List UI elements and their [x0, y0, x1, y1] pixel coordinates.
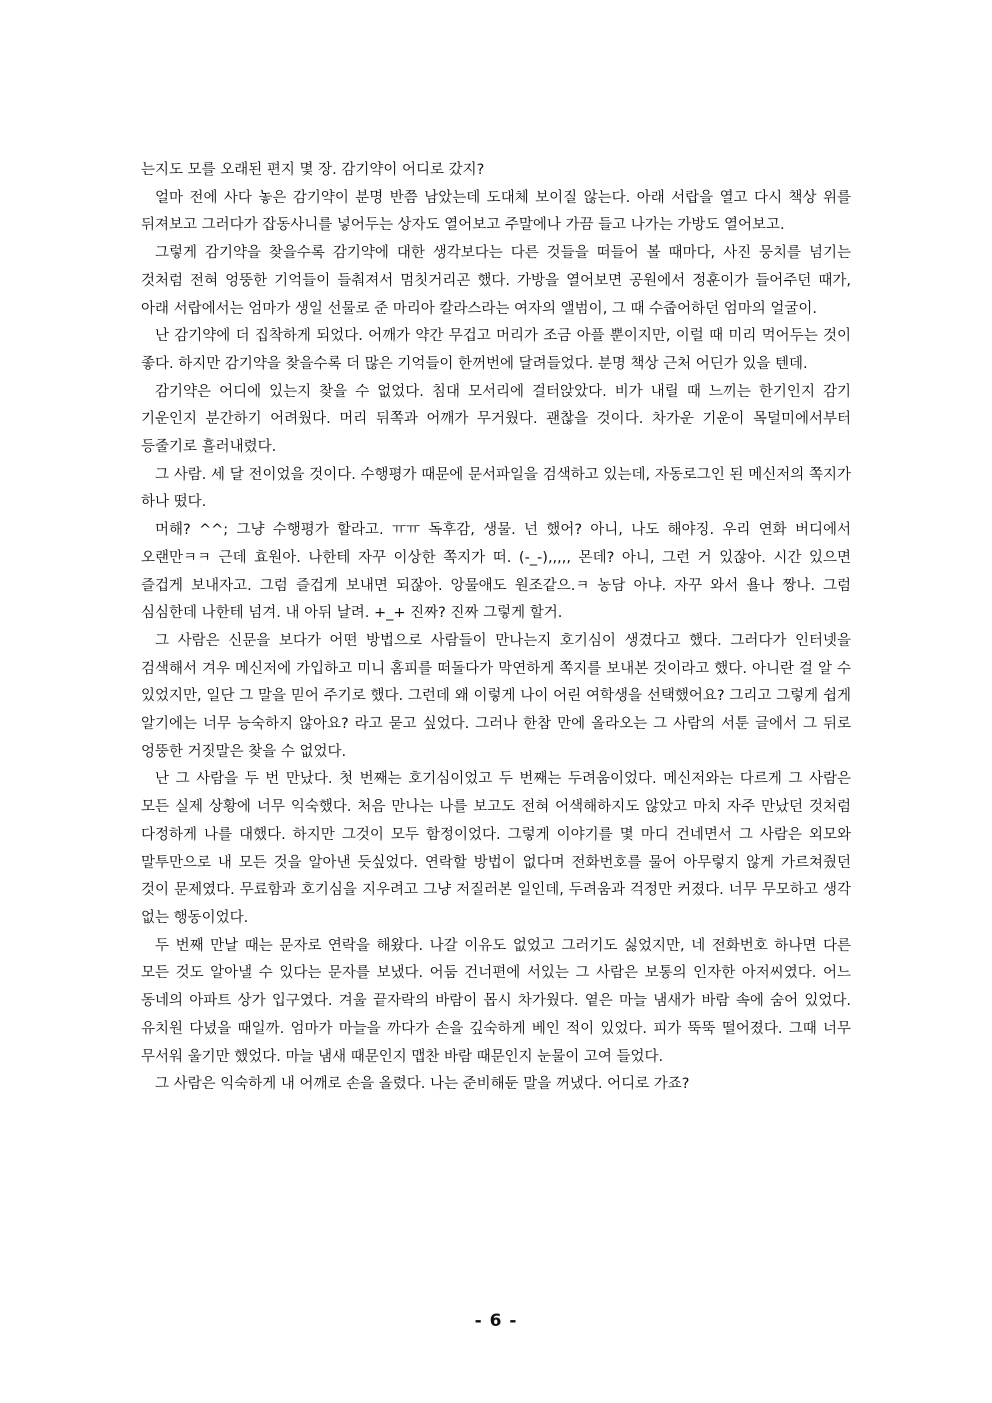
page-number: - 6 -: [474, 1311, 518, 1331]
paragraph-3: 그렇게 감기약을 찾을수록 감기약에 대한 생각보다는 다른 것들을 떠들어 볼 때마다, 사진 뭉치를 넘기는 것처럼 전혀 엉뚱한 기억들이 들춰져서 멈칫거리곤 했다. 가방을 열어보면 공원에서 정훈이가 들어주던 때가, 아래 서랍에서는 엄마가 생일 선물로 준 마리아 칼라스라는 여자의 앨범이, 그 때 수줍어하던 엄마의 얼굴이.: [141, 245, 851, 317]
body-text: [141, 157, 851, 1099]
paragraph-10: 두 번째 만날 때는 문자로 연락을 해왔다. 나갈 이유도 없었고 그러기도 싫었지만, 네 전화번호 하나면 다른 모든 것도 알아낼 수 있다는 문자를 보냈다. 어둠 건너편에 서있는 그 사람은 보통의 인자한 아저씨였다. 어느 동네의 아파트 상가 입구였다. 겨울 끝자락의 바람이 몹시 차가웠다. 옅은 마늘 냄새가 바람 속에 숨어 있었다. 유치원 다녔을 때일까. 엄마가 마늘을 까다가 손을 깊숙하게 베인 적이 있었다. 피가 뚝뚝 떨어졌다. 그때 너무 무서워 울기만 했었다. 마늘 냄새 때문인지 맵찬 바람 때문인지 눈물이 고여 들었다.: [141, 937, 851, 1065]
paragraph-6: 그 사람. 세 달 전이었을 것이다. 수행평가 때문에 문서파일을 검색하고 있는데, 자동로그인 된 메신저의 쪽지가 하나 떴다.: [141, 466, 851, 511]
paragraph-8: 그 사람은 신문을 보다가 어떤 방법으로 사람들이 만나는지 호기심이 생겼다고 했다. 그러다가 인터넷을 검색해서 겨우 메신저에 가입하고 미니 홈피를 떠돌다가 막연하게 쪽지를 보내본 것이라고 했다. 아니란 걸 알 수 있었지만, 일단 그 말을 믿어 주기로 했다. 그런데 왜 이렇게 나이 어린 여학생을 선택했어요? 그리고 그렇게 쉽게 알기에는 너무 능숙하지 않아요? 라고 묻고 싶었다. 그러나 한참 만에 올라오는 그 사람의 서툰 글에서 그 뒤로 엉뚱한 거짓말은 찾을 수 없었다.: [141, 632, 851, 760]
paragraph-5: 감기약은 어디에 있는지 찾을 수 없었다. 침대 모서리에 걸터앉았다. 비가 내릴 때 느끼는 한기인지 감기 기운인지 분간하기 어려웠다. 머리 뒤쪽과 어깨가 무거웠다. 괜찮을 것이다. 차가운 기운이 목덜미에서부터 등줄기로 흘러내렸다.: [141, 383, 851, 456]
paragraph-7: 머해? ^^; 그냥 수행평가 할라고. ㅠㅠ 독후감, 생물. 넌 했어? 아니, 나도 해야징. 우리 연화 버디에서 오랜만ㅋㅋ 근데 효원아. 나한테 자꾸 이상한 쪽지가 떠. (-_-),,,,, 몬데? 아니, 그런 거 있잖아. 시간 있으면 즐겁게 보내자고. 그럼 즐겁게 보내면 되잖아. 앙물애도 원조같으.ㅋ 농담 아냐. 자꾸 와서 욜나 짱나. 그럼 심심한데 나한테 넘겨. 내 아뒤 날려. +_+ 진짜? 진짜 그렇게 할거.: [141, 522, 851, 622]
paragraph-1: 는지도 모를 오래된 편지 몇 장. 감기약이 어디로 갔지?: [141, 162, 485, 178]
paragraph-2: 얼마 전에 사다 놓은 감기약이 분명 반쯤 남았는데 도대체 보이질 않는다. 아래 서랍을 열고 다시 책상 위를 뒤져보고 그러다가 잡동사니를 넣어두는 상자도 열어보고 주말에나 가끔 들고 나가는 가방도 열어보고.: [141, 189, 851, 234]
paragraph-9: 난 그 사람을 두 번 만났다. 첫 번째는 호기심이었고 두 번째는 두려움이었다. 메신저와는 다르게 그 사람은 모든 실제 상황에 너무 익숙했다. 처음 만나는 나를 보고도 전혀 어색해하지도 않았고 마치 자주 만났던 것처럼 다정하게 나를 대했다. 하지만 그것이 모두 함정이었다. 그렇게 이야기를 몇 마디 건네면서 그 사람은 외모와 말투만으로 내 모든 것을 알아낸 듯싶었다. 연락할 방법이 없다며 전화번호를 물어 아무렇지 않게 가르쳐줬던 것이 문제였다. 무료함과 호기심을 지우려고 그냥 저질러본 일인데, 두려움과 걱정만 커졌다. 너무 무모하고 생각 없는 행동이었다.: [141, 771, 851, 926]
paragraph-4: 난 감기약에 더 집착하게 되었다. 어깨가 약간 무겁고 머리가 조금 아플 뿐이지만, 이럴 때 미리 먹어두는 것이 좋다. 하지만 감기약을 찾을수록 더 많은 기억들이 한꺼번에 달려들었다. 분명 책상 근처 어딘가 있을 텐데.: [141, 328, 851, 372]
paragraph-11: 그 사람은 익숙하게 내 어깨로 손을 올렸다. 나는 준비해둔 말을 꺼냈다. 어디로 가죠?: [155, 1076, 690, 1093]
